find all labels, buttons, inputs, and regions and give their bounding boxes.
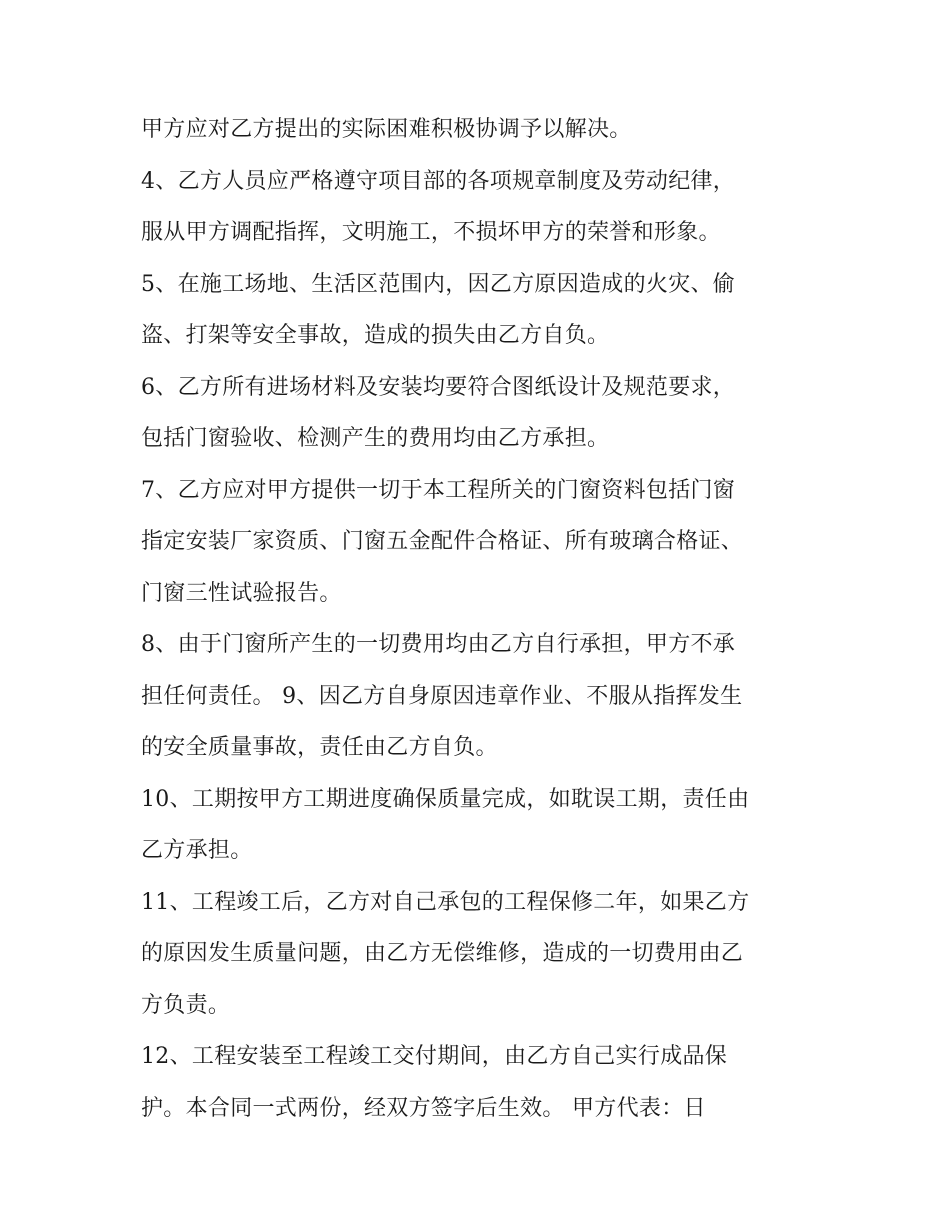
text-line: 指定安装厂家资质、门窗五金配件合格证、所有玻璃合格证、 xyxy=(141,529,744,554)
text-line: 包括门窗验收、检测产生的费用均由乙方承担。 xyxy=(141,426,610,451)
text-line: 10、工期按甲方工期进度确保质量完成，如耽误工期，责任由 xyxy=(141,786,750,812)
text-line: 担任何责任。 9、因乙方自身原因违章作业、不服从指挥发生 xyxy=(141,683,743,709)
text-line: 8、由于门窗所产生的一切费用均由乙方自行承担，甲方不承 xyxy=(141,632,736,657)
text-line: 护。本合同一式两份，经双方签字后生效。 甲方代表：日 xyxy=(141,1095,706,1121)
document-body xyxy=(141,104,821,1134)
text-line: 乙方承担。 xyxy=(141,838,253,863)
text-line: 的原因发生质量问题，由乙方无偿维修，造成的一切费用由乙 xyxy=(141,941,744,966)
text-line: 方负责。 xyxy=(141,992,231,1018)
text-line: 12、工程安装至工程竣工交付期间，由乙方自己实行成品保 xyxy=(141,1044,728,1069)
text-line: 7、乙方应对甲方提供一切于本工程所关的门窗资料包括门窗 xyxy=(141,477,736,503)
text-line: 6、乙方所有进场材料及安装均要符合图纸设计及规范要求， xyxy=(141,374,736,400)
text-line: 盗、打架等安全事故，造成的损失由乙方自负。 xyxy=(141,323,610,348)
text-line: 5、在施工场地、生活区范围内，因乙方原因造成的火灾、偷 xyxy=(141,271,736,297)
text-line: 4、乙方人员应严格遵守项目部的各项规章制度及劳动纪律， xyxy=(141,168,736,194)
text-line: 门窗三性试验报告。 xyxy=(141,580,342,606)
text-line: 的安全质量事故，责任由乙方自负。 xyxy=(141,735,498,760)
text-line: 服从甲方调配指挥，文明施工，不损坏甲方的荣誉和形象。 xyxy=(141,220,721,245)
text-line: 11、工程竣工后，乙方对自己承包的工程保修二年，如果乙方 xyxy=(141,889,750,915)
text-line: 甲方应对乙方提出的实际困难积极协调予以解决。 xyxy=(141,117,632,142)
